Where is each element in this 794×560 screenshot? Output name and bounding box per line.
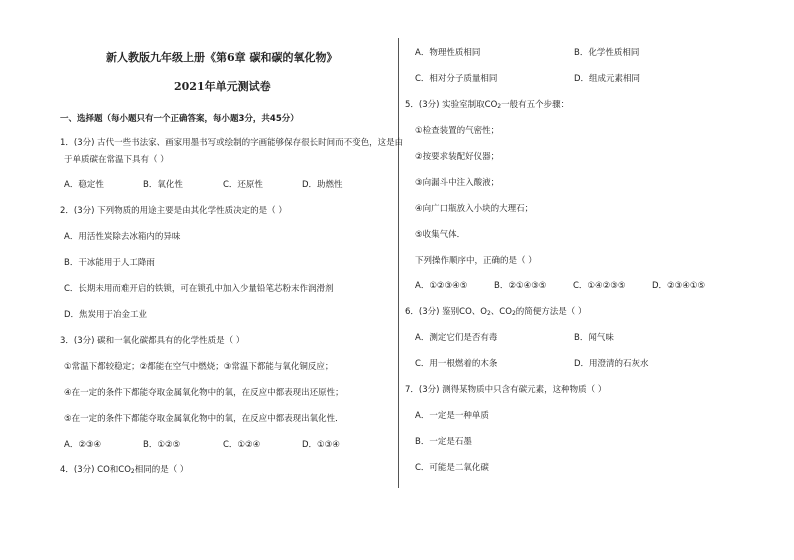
question-1-option-b[interactable]: B．氧化性 bbox=[143, 180, 183, 190]
question-5-step-2: ②按要求装配好仪器； bbox=[415, 152, 500, 162]
question-5-prompt: 下列操作顺序中，正确的是（ ） bbox=[415, 256, 537, 266]
question-2-stem: 2．(3分) 下列物质的用途主要是由其化学性质决定的是（ ） bbox=[60, 206, 287, 216]
question-4-option-b[interactable]: B．化学性质相同 bbox=[574, 48, 640, 58]
question-1-option-c[interactable]: C．还原性 bbox=[223, 180, 263, 190]
question-7-stem: 7．(3分) 测得某物质中只含有碳元素，这种物质（ ） bbox=[405, 385, 607, 395]
question-7-option-b[interactable]: B．一定是石墨 bbox=[415, 437, 472, 447]
question-1-stem-line2: 于单质碳在常温下具有（ ） bbox=[64, 155, 169, 165]
page-subtitle: 2021年单元测试卷 bbox=[174, 80, 271, 93]
question-5-step-4: ④向广口瓶放入小块的大理石； bbox=[415, 204, 534, 214]
question-3-stem: 3．(3分) 碳和一氧化碳都具有的化学性质是（ ） bbox=[60, 336, 245, 346]
question-4-option-c[interactable]: C．相对分子质量相同 bbox=[415, 74, 498, 84]
question-5-option-a[interactable]: A．①②③④⑤ bbox=[415, 281, 468, 291]
question-4-option-a[interactable]: A．物理性质相同 bbox=[415, 48, 481, 58]
question-6-option-b[interactable]: B．闻气味 bbox=[574, 333, 614, 343]
question-1-option-d[interactable]: D．助燃性 bbox=[302, 180, 343, 190]
question-3-option-d[interactable]: D．①③④ bbox=[302, 440, 340, 450]
question-6-option-c[interactable]: C．用一根燃着的木条 bbox=[415, 359, 498, 369]
question-2-option-d[interactable]: D．焦炭用于冶金工业 bbox=[64, 310, 148, 320]
question-2-option-c[interactable]: C．长期未用而难开启的铁锁，可在锁孔中加入少量铅笔芯粉末作润滑剂 bbox=[64, 284, 334, 294]
question-5-option-b[interactable]: B．②①④③⑤ bbox=[494, 281, 547, 291]
question-6-option-d[interactable]: D．用澄清的石灰水 bbox=[574, 359, 649, 369]
section-heading: 一、选择题（每小题只有一个正确答案，每小题3分，共45分） bbox=[60, 114, 299, 124]
question-4-stem: 4．(3分) CO和$CO_2$相同的是（ ） bbox=[60, 465, 189, 475]
question-5-stem: 5．(3分) 实验室制取$CO_2$一般有五个步骤： bbox=[405, 100, 570, 110]
question-5-option-d[interactable]: D．②③④①⑤ bbox=[652, 281, 706, 291]
question-6-stem: 6．(3分) 鉴别CO、$O_2$、$CO_2$的简便方法是（ ） bbox=[405, 307, 587, 317]
question-2-option-a[interactable]: A．用活性炭除去冰箱内的异味 bbox=[64, 232, 181, 242]
question-3-item-1: ①常温下都较稳定；②都能在空气中燃烧；③常温下都能与氧化铜反应； bbox=[64, 362, 334, 372]
question-1-stem: 1．(3分) 古代一些书法家、画家用墨书写或绘制的字画能够保存很长时间而不变色，这是由 bbox=[60, 138, 404, 148]
question-3-option-b[interactable]: B．①②⑤ bbox=[143, 440, 181, 450]
question-2-option-b[interactable]: B．干冰能用于人工降雨 bbox=[64, 258, 155, 268]
question-7-option-a[interactable]: A．一定是一种单质 bbox=[415, 411, 489, 421]
question-5-step-5: ⑤收集气体． bbox=[415, 230, 466, 240]
question-3-item-3: ⑤在一定的条件下都能夺取金属氧化物中的氧，在反应中都表现出氧化性． bbox=[64, 414, 344, 424]
question-5-step-1: ①检查装置的气密性； bbox=[415, 126, 500, 136]
question-5-option-c[interactable]: C．①④②③⑤ bbox=[573, 281, 626, 291]
question-3-option-c[interactable]: C．①②④ bbox=[223, 440, 261, 450]
column-divider bbox=[398, 38, 399, 488]
question-3-option-a[interactable]: A．②③④ bbox=[64, 440, 102, 450]
question-1-option-a[interactable]: A．稳定性 bbox=[64, 180, 104, 190]
question-6-option-a[interactable]: A．测定它们是否有毒 bbox=[415, 333, 498, 343]
question-3-item-2: ④在一定的条件下都能夺取金属氧化物中的氧，在反应中都表现出还原性； bbox=[64, 388, 344, 398]
page-title: 新人教版九年级上册《第6章 碳和碳的氧化物》 bbox=[106, 51, 338, 64]
question-5-step-3: ③向漏斗中注入酸液； bbox=[415, 178, 500, 188]
question-7-option-c[interactable]: C．可能是二氧化碳 bbox=[415, 463, 489, 473]
question-4-option-d[interactable]: D．组成元素相同 bbox=[574, 74, 641, 84]
